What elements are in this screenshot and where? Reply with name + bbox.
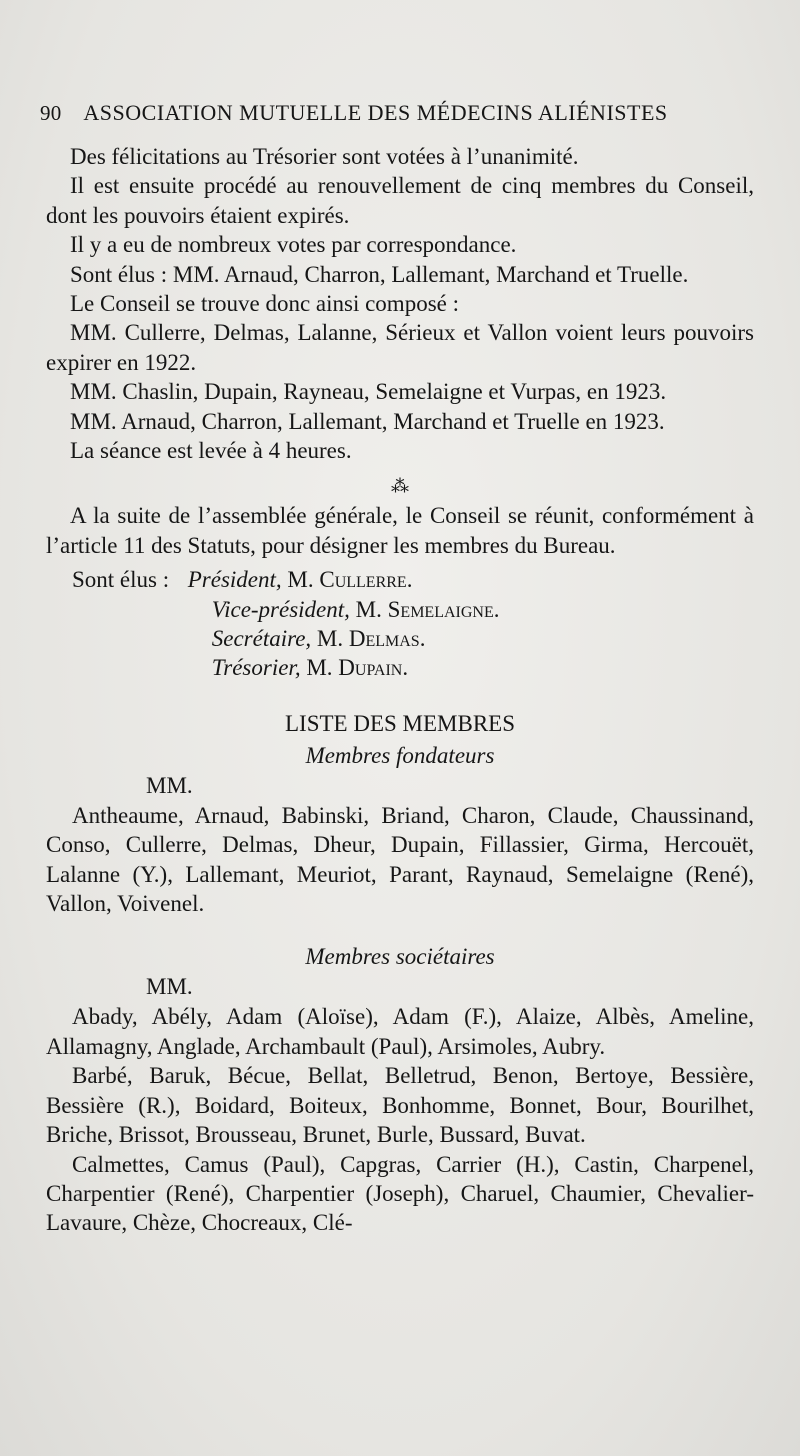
paragraph: Il est ensuite procédé au renouvellement de cinq membres du Conseil, dont les pouvoirs étaient expirés. (46, 173, 754, 228)
paragraph: MM. Arnaud, Charron, Lallemant, Marchand et Truelle en 1923. (70, 408, 665, 434)
paragraph: MM. Cullerre, Delmas, Lalanne, Sérieux et Vallon voient leurs pouvoirs expirer en 1922. (46, 320, 754, 375)
officer-name: M. Dupain. (306, 655, 409, 681)
officer-role: Trésorier, (211, 655, 301, 681)
officer-role: Président, (187, 567, 282, 593)
bureau-row (46, 595, 754, 624)
mm-label: MM. (146, 974, 193, 1000)
officer-name: M. Semelaigne. (355, 596, 500, 622)
fondateurs-heading: Membres fondateurs (305, 742, 495, 768)
fondateurs-names: Antheaume, Arnaud, Babinski, Briand, Charon, Claude, Chaussinand, Conso, Cullerre, Delmas, Dheur, Dupain, Fillassier, Girma, Hercouët, Lalanne (Y.), Lallemant, Meuriot, Parant, Raynaud, Semelaigne (René), Vallon, Voivenel. (46, 802, 754, 917)
officer-name: M. Cullerre. (287, 567, 413, 593)
societaires-names-a: Abady, Abély, Adam (Aloïse), Adam (F.), Alaize, Albès, Ameline, Allamagny, Anglade, Archambault (Paul), Arsimoles, Aubry. (46, 1004, 754, 1059)
mm-label: MM. (146, 772, 193, 798)
page-body (46, 142, 754, 1238)
bureau-row (46, 653, 754, 682)
paragraph: Sont élus : MM. Arnaud, Charron, Lallemant, Marchand et Truelle. (70, 261, 689, 287)
paragraph: Des félicitations au Trésorier sont votées à l’unanimité. (70, 144, 579, 169)
societaires-names-c: Calmettes, Camus (Paul), Capgras, Carrier (H.), Castin, Charpenel, Charpentier (René), Charpentier (Joseph), Charuel, Chaumier, Chevalier-Lavaure, Chèze, Chocreaux, Clé- (46, 1151, 754, 1236)
paragraph: Il y a eu de nombreux votes par correspondance. (70, 232, 517, 258)
bureau-row (46, 624, 754, 653)
members-list-title: LISTE DES MEMBRES (284, 710, 516, 736)
bureau-list (46, 565, 754, 683)
running-header (40, 100, 760, 126)
page-number: 90 (40, 101, 62, 125)
asterism-separator: ⁂ (391, 476, 409, 497)
officer-role: Vice-président, (211, 596, 350, 622)
bureau-lead: Sont élus : (72, 567, 170, 593)
societaires-heading: Membres sociétaires (305, 944, 495, 970)
officer-role: Secrétaire, (211, 626, 312, 652)
paragraph: MM. Chaslin, Dupain, Rayneau, Semelaigne et Vurpas, en 1923. (70, 379, 667, 405)
paragraph: Le Conseil se trouve donc ainsi composé : (70, 291, 460, 317)
running-title: ASSOCIATION MUTUELLE DES MÉDECINS ALIÉNISTES (83, 100, 668, 125)
paragraph: La séance est levée à 4 heures. (70, 438, 352, 464)
officer-name: M. Delmas. (316, 626, 426, 652)
bureau-row (46, 565, 754, 594)
conseil-paragraph: A la suite de l’assemblée générale, le Conseil se réunit, conformément à l’article 11 des Statuts, pour désigner les membres du Bureau. (46, 503, 754, 558)
societaires-names-b: Barbé, Baruk, Bécue, Bellat, Belletrud, Benon, Bertoye, Bessière, Bessière (R.), Boidard, Boiteux, Bonhomme, Bonnet, Bour, Bourilhet, Briche, Brissot, Brousseau, Brunet, Burle, Bussard, Buvat. (46, 1063, 754, 1148)
